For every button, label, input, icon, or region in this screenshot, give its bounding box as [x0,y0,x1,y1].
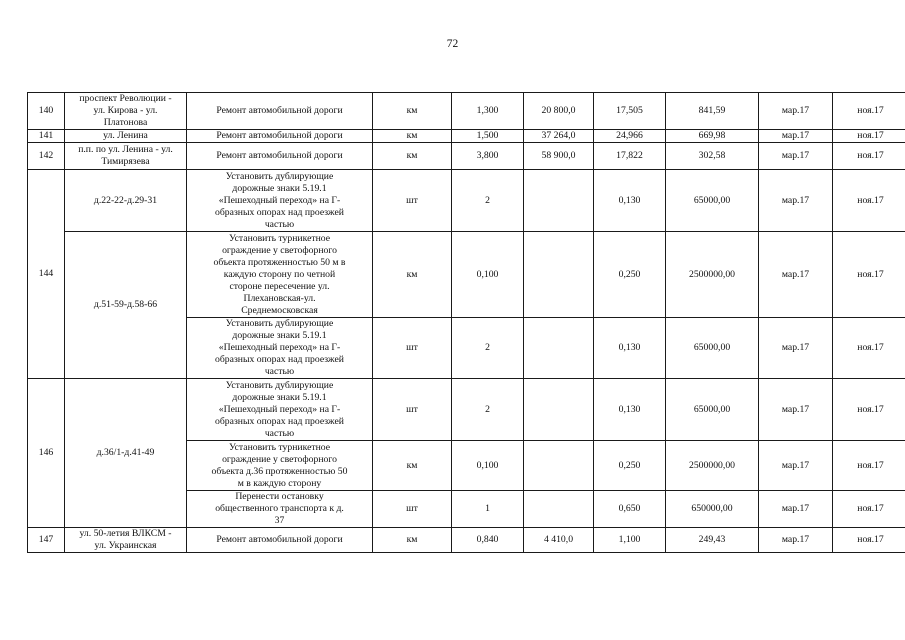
work-description-cell: Установить дублирующие дорожные знаки 5.19.1 «Пешеходный переход» на Г- образных опорах над проезжей частью [187,379,373,441]
work-description-cell: Ремонт автомобильной дороги [187,93,373,130]
table-row [28,379,905,441]
row-number-cell: 142 [28,143,65,170]
quantity-cell: 2 [452,318,524,379]
end-date-cell: ноя.17 [833,143,905,170]
street-cell: ул. 50-летия ВЛКСМ - ул. Украинская [65,528,187,553]
start-date-cell: мар.17 [759,130,833,143]
work-description-cell: Ремонт автомобильной дороги [187,143,373,170]
unit-cost-cell: 841,59 [666,93,759,130]
unit-cell: шт [373,318,452,379]
quantity-cell: 2 [452,379,524,441]
unit-cell: км [373,130,452,143]
end-date-cell: ноя.17 [833,491,905,528]
quantity-cell: 0,100 [452,232,524,318]
cost-cell: 17,505 [594,93,666,130]
quantity-cell: 2 [452,170,524,232]
work-description-cell: Перенести остановку общественного транспорта к д. 37 [187,491,373,528]
work-description-cell: Ремонт автомобильной дороги [187,130,373,143]
quantity-cell: 0,100 [452,441,524,491]
quantity-cell: 1 [452,491,524,528]
end-date-cell: ноя.17 [833,170,905,232]
unit-cell: км [373,232,452,318]
row-number-cell: 146 [28,379,65,528]
cost-cell: 0,130 [594,318,666,379]
cost-cell: 0,250 [594,441,666,491]
area-cell [524,379,594,441]
unit-cell: км [373,528,452,553]
street-cell: д.22-22-д.29-31 [65,170,187,232]
end-date-cell: ноя.17 [833,379,905,441]
unit-cost-cell: 65000,00 [666,379,759,441]
unit-cost-cell: 669,98 [666,130,759,143]
quantity-cell: 1,500 [452,130,524,143]
start-date-cell: мар.17 [759,318,833,379]
end-date-cell: ноя.17 [833,130,905,143]
work-description-cell: Ремонт автомобильной дороги [187,528,373,553]
page-number: 72 [446,38,459,50]
work-description-cell: Установить дублирующие дорожные знаки 5.19.1 «Пешеходный переход» на Г- образных опорах над проезжей частью [187,318,373,379]
quantity-cell: 1,300 [452,93,524,130]
area-cell: 20 800,0 [524,93,594,130]
start-date-cell: мар.17 [759,441,833,491]
area-cell: 58 900,0 [524,143,594,170]
unit-cell: шт [373,491,452,528]
table-row [28,93,905,130]
end-date-cell: ноя.17 [833,528,905,553]
start-date-cell: мар.17 [759,143,833,170]
unit-cost-cell: 2500000,00 [666,232,759,318]
unit-cost-cell: 2500000,00 [666,441,759,491]
end-date-cell: ноя.17 [833,232,905,318]
cost-cell: 1,100 [594,528,666,553]
end-date-cell: ноя.17 [833,318,905,379]
cost-cell: 0,650 [594,491,666,528]
area-cell: 37 264,0 [524,130,594,143]
road-repair-table [27,92,905,553]
work-description-cell: Установить турникетное ограждение у светофорного объекта протяженностью 50 м в каждую сторону по четной стороне пересечение ул. Плехановская-ул. Среднемосковская [187,232,373,318]
area-cell [524,318,594,379]
unit-cost-cell: 65000,00 [666,318,759,379]
table-row [28,130,905,143]
start-date-cell: мар.17 [759,491,833,528]
work-description-cell: Установить турникетное ограждение у светофорного объекта д.36 протяженностью 50 м в каждую сторону [187,441,373,491]
area-cell [524,232,594,318]
start-date-cell: мар.17 [759,232,833,318]
area-cell [524,441,594,491]
table-row [28,232,905,318]
table-row [28,143,905,170]
unit-cell: км [373,441,452,491]
row-number-cell: 144 [28,170,65,379]
cost-cell: 0,130 [594,379,666,441]
work-description-cell: Установить дублирующие дорожные знаки 5.19.1 «Пешеходный переход» на Г- образных опорах над проезжей частью [187,170,373,232]
row-number-cell: 147 [28,528,65,553]
unit-cost-cell: 650000,00 [666,491,759,528]
street-cell: ул. Ленина [65,130,187,143]
unit-cost-cell: 249,43 [666,528,759,553]
unit-cell: шт [373,170,452,232]
quantity-cell: 3,800 [452,143,524,170]
start-date-cell: мар.17 [759,170,833,232]
row-number-cell: 141 [28,130,65,143]
street-cell: проспект Революции - ул. Кирова - ул. Платонова [65,93,187,130]
end-date-cell: ноя.17 [833,93,905,130]
cost-cell: 0,130 [594,170,666,232]
start-date-cell: мар.17 [759,379,833,441]
cost-cell: 0,250 [594,232,666,318]
row-number-cell: 140 [28,93,65,130]
unit-cost-cell: 302,58 [666,143,759,170]
area-cell [524,170,594,232]
area-cell [524,491,594,528]
table-row [28,528,905,553]
cost-cell: 17,822 [594,143,666,170]
unit-cell: км [373,143,452,170]
table-row [28,170,905,232]
area-cell: 4 410,0 [524,528,594,553]
street-cell: д.36/1-д.41-49 [65,379,187,528]
end-date-cell: ноя.17 [833,441,905,491]
unit-cost-cell: 65000,00 [666,170,759,232]
street-cell: п.п. по ул. Ленина - ул. Тимирязева [65,143,187,170]
unit-cell: шт [373,379,452,441]
unit-cell: км [373,93,452,130]
start-date-cell: мар.17 [759,93,833,130]
cost-cell: 24,966 [594,130,666,143]
street-cell: д.51-59-д.58-66 [65,232,187,379]
quantity-cell: 0,840 [452,528,524,553]
start-date-cell: мар.17 [759,528,833,553]
